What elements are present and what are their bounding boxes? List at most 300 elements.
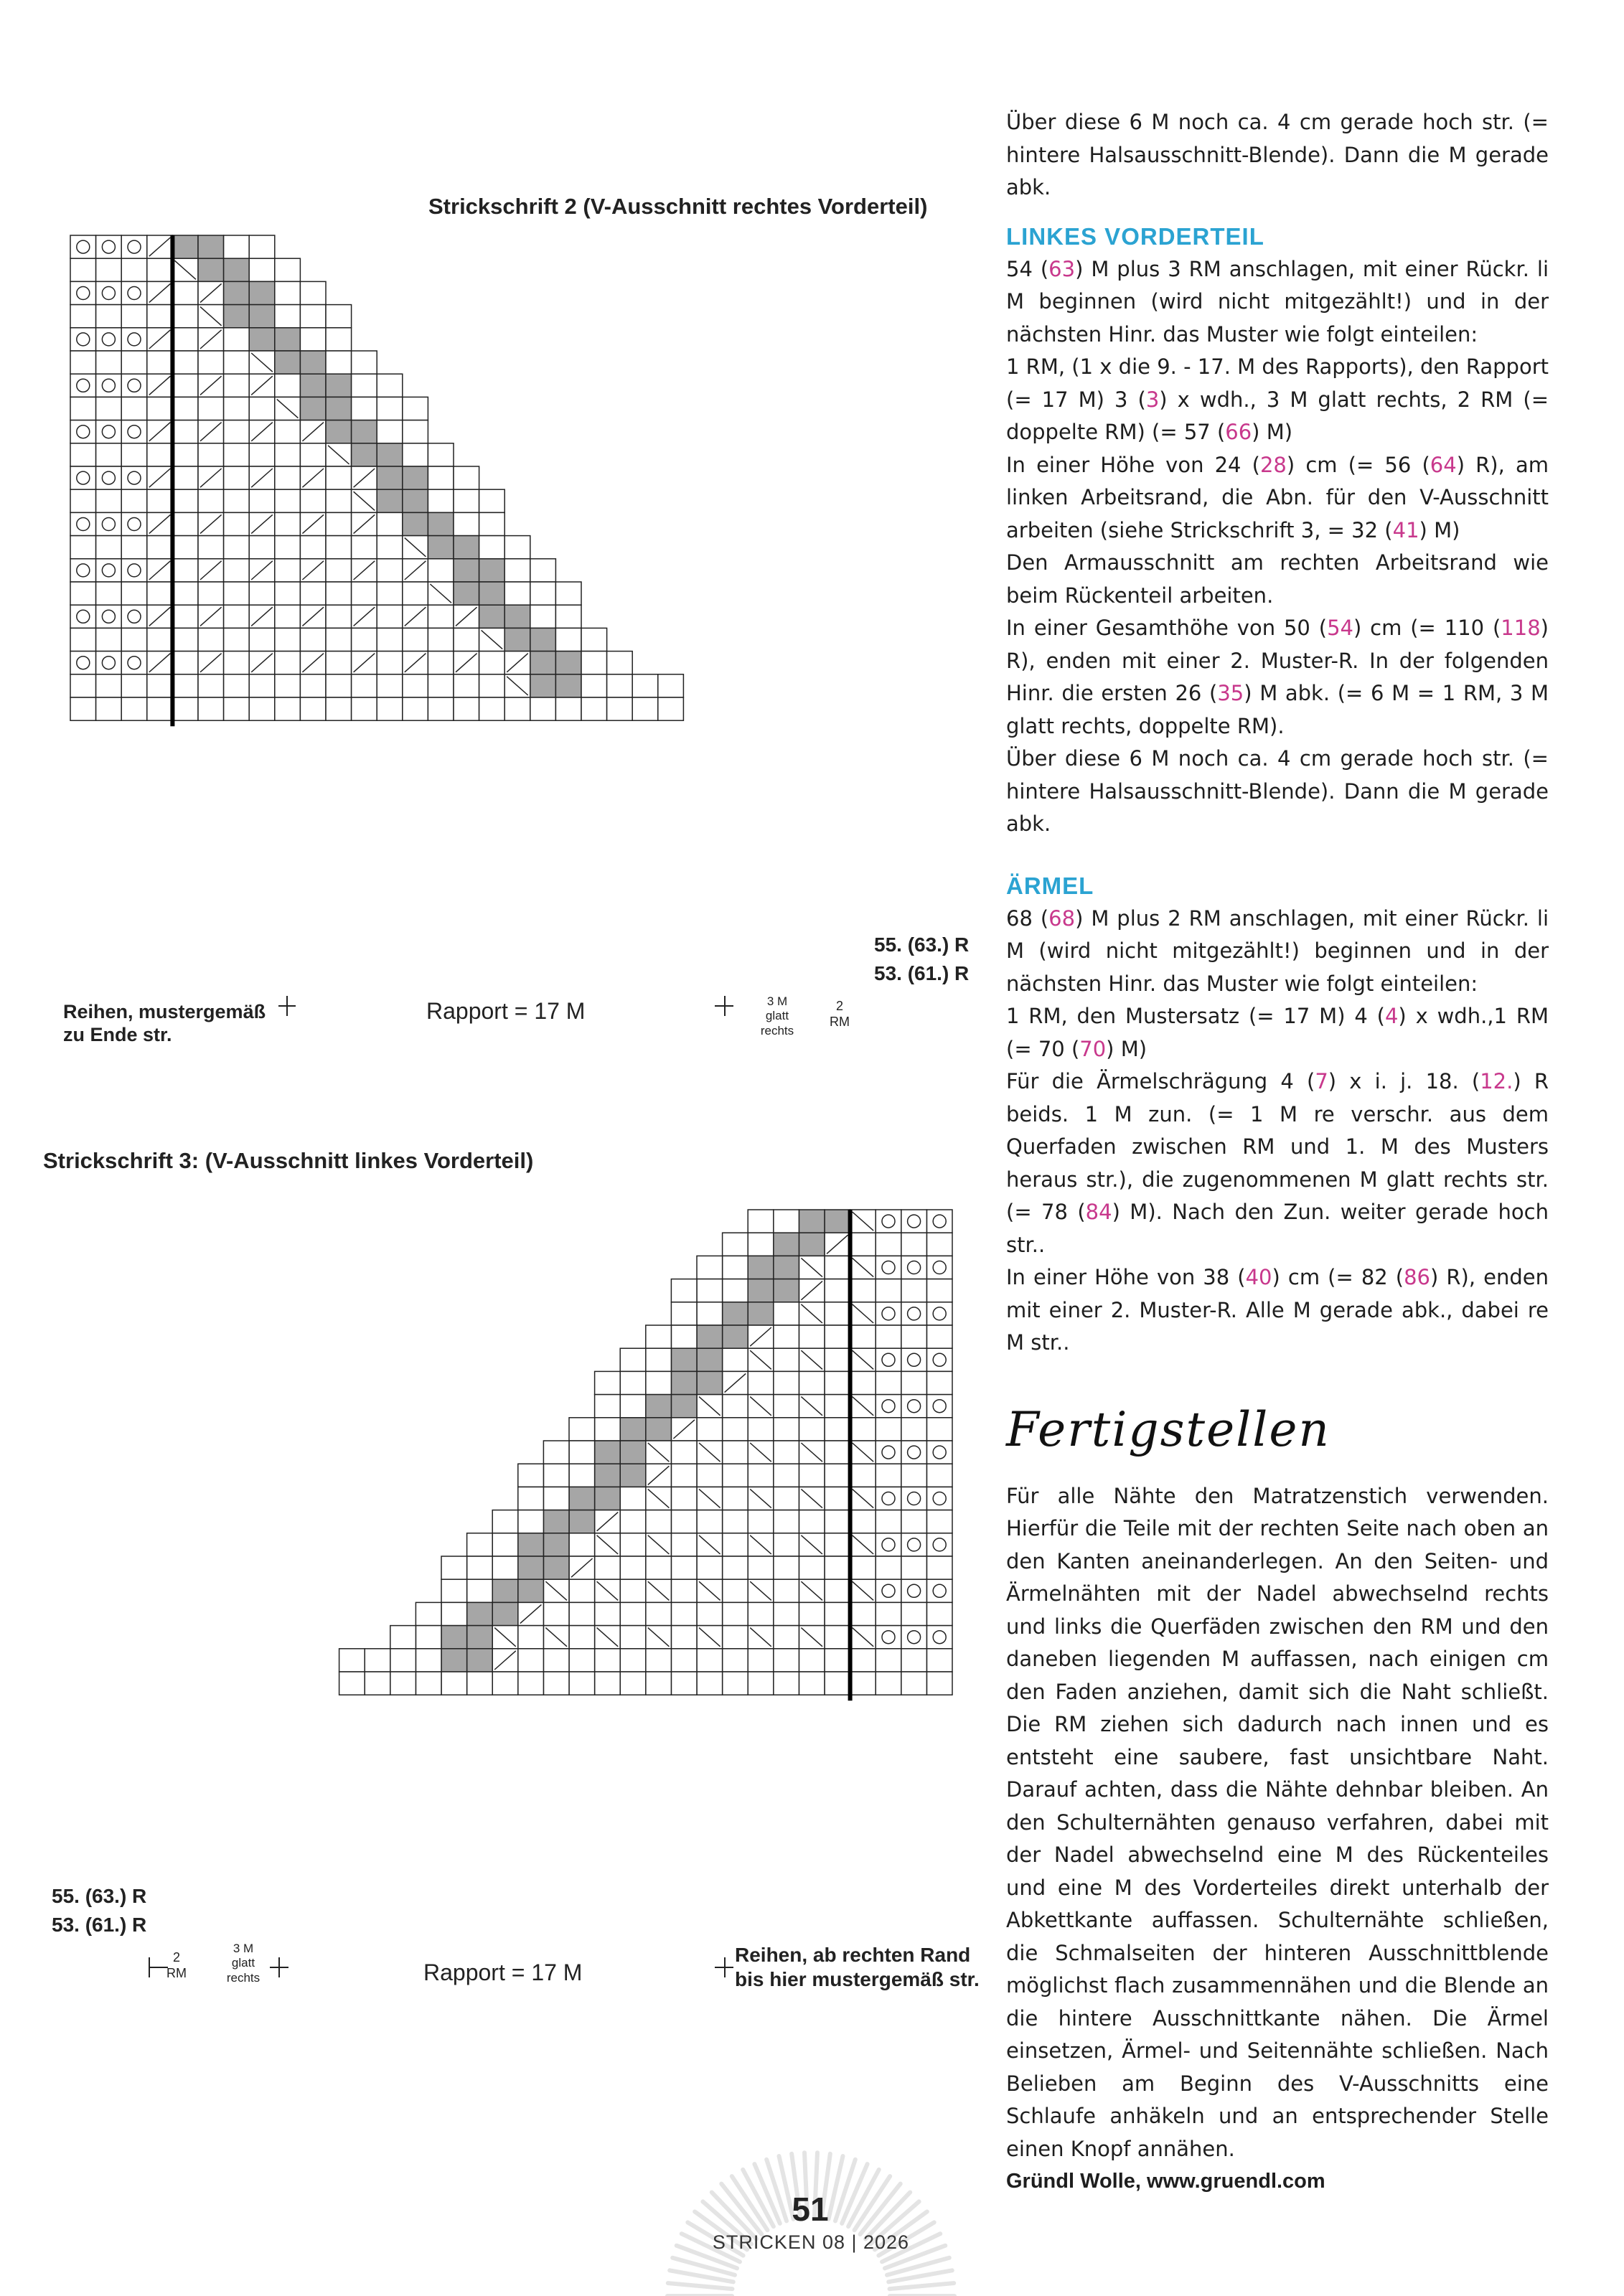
chart2-cell <box>275 466 301 489</box>
chart2-title: Strickschrift 2 (V-Ausschnitt rechtes Vorderteil) <box>428 194 928 219</box>
chart3-cell <box>825 1626 850 1649</box>
chart3-grey-cell <box>646 1395 672 1418</box>
chart2-cell <box>70 443 96 466</box>
chart3-grey-cell <box>620 1441 646 1464</box>
chart3-cell <box>901 1210 927 1233</box>
chart2-cell <box>403 443 428 466</box>
chart3-cell <box>620 1487 646 1510</box>
chart2-grey-cell <box>224 258 250 281</box>
chart3-cell <box>901 1602 927 1625</box>
chart3-cell <box>901 1279 927 1302</box>
chart2-cell <box>249 536 275 559</box>
chart2-cell <box>454 466 479 489</box>
chart2-cell <box>96 281 122 304</box>
left-front-p5 <box>1006 612 1549 743</box>
chart3-cell <box>799 1325 825 1348</box>
chart2-cell <box>121 697 147 720</box>
chart2-cell <box>224 605 250 628</box>
chart2-cell <box>275 605 301 628</box>
chart3-grey-cell <box>646 1418 672 1441</box>
chart3-cell <box>620 1626 646 1649</box>
size-value: 84 <box>1085 1200 1112 1224</box>
chart3-cell <box>723 1418 748 1441</box>
text: In einer Gesamthöhe von 50 ( <box>1006 616 1328 640</box>
chart2-cell <box>70 305 96 328</box>
chart3-cell <box>876 1371 901 1394</box>
chart2-grey-cell <box>275 351 301 374</box>
chart3-cell <box>671 1441 697 1464</box>
chart3-cell <box>825 1418 850 1441</box>
chart3-cell <box>646 1649 672 1672</box>
chart2-cell <box>300 281 326 304</box>
chart2-cell <box>96 559 122 582</box>
chart3-cell <box>774 1579 799 1602</box>
chart3-cell <box>723 1672 748 1695</box>
chart2-cell <box>326 489 352 512</box>
chart2-cell <box>581 697 607 720</box>
chart3-cell <box>926 1441 952 1464</box>
text: ) R beids. 1 M zun. (= 1 M re verschr. aus dem Querfaden zwischen RM und 1. M des Musters heraus str.), die zugenommenen M glatt rechts str. (= 78 ( <box>1006 1069 1549 1224</box>
chart3-cell <box>901 1649 927 1672</box>
chart2-grey-cell <box>198 258 224 281</box>
chart2-grey-cell <box>454 536 479 559</box>
chart3-grey-cell <box>671 1395 697 1418</box>
chart2-rows-note: Reihen, mustergemäß zu Ende str. <box>63 1001 266 1046</box>
chart3-cell <box>774 1672 799 1695</box>
chart3-cell <box>697 1602 723 1625</box>
chart3-grey-cell <box>697 1325 723 1348</box>
chart2-cell <box>224 397 250 420</box>
left-front-heading: LINKES VORDERTEIL <box>1006 222 1264 250</box>
chart3-grey-cell <box>441 1649 467 1672</box>
chart3-cell <box>850 1672 876 1695</box>
chart2-cell <box>504 697 530 720</box>
chart2-cell <box>224 489 250 512</box>
chart3-cell <box>850 1371 876 1394</box>
chart2-cell <box>70 512 96 535</box>
chart2-cell <box>224 420 250 443</box>
chart2-cell <box>249 235 275 258</box>
size-value: 35 <box>1217 681 1244 705</box>
chart2-cell <box>147 582 173 605</box>
chart2-grey-cell <box>479 559 505 582</box>
chart3-cell <box>390 1672 416 1695</box>
chart2-cell <box>300 697 326 720</box>
chart3-cell <box>926 1279 952 1302</box>
chart3-cell <box>926 1348 952 1371</box>
chart2-cell <box>581 674 607 697</box>
chart3-cell <box>926 1602 952 1625</box>
chart2-cell <box>352 374 377 397</box>
chart3-cell <box>723 1464 748 1487</box>
chart2-cell <box>479 489 505 512</box>
chart3-grey-cell <box>774 1233 799 1256</box>
chart2-cell <box>147 536 173 559</box>
chart2-cell <box>555 697 581 720</box>
chart2-cell <box>198 674 224 697</box>
chart2-cell <box>172 674 198 697</box>
chart2-cell <box>326 582 352 605</box>
chart3-cell <box>723 1348 748 1371</box>
chart2-cell <box>121 281 147 304</box>
chart3-cell <box>748 1510 774 1533</box>
chart2-cell <box>300 328 326 351</box>
chart2-grey-cell <box>377 466 403 489</box>
chart3-cell <box>620 1348 646 1371</box>
chart3-cell <box>926 1510 952 1533</box>
chart3-cell <box>774 1418 799 1441</box>
chart2-cell <box>172 605 198 628</box>
text: 1 RM, (1 x die 9. - 17. M des Rapports), den Rapport (= 17 M) 3 ( <box>1006 354 1549 412</box>
chart2-cell <box>70 351 96 374</box>
chart3-cell <box>876 1649 901 1672</box>
chart3-cell <box>799 1649 825 1672</box>
chart3-cell <box>774 1348 799 1371</box>
chart2-cell <box>147 489 173 512</box>
chart2-cell <box>581 651 607 674</box>
chart2-cell <box>121 351 147 374</box>
chart2-cell <box>96 582 122 605</box>
chart3-cell <box>620 1371 646 1394</box>
size-value: 86 <box>1404 1265 1431 1289</box>
chart2-cell <box>224 628 250 651</box>
chart3-cell <box>774 1441 799 1464</box>
chart2-cell <box>172 374 198 397</box>
chart2-cell <box>96 235 122 258</box>
chart3-cell <box>926 1395 952 1418</box>
chart2-cell <box>352 697 377 720</box>
chart3-cell <box>825 1371 850 1394</box>
chart2-cell <box>70 605 96 628</box>
chart2-cell <box>403 628 428 651</box>
chart2-cell <box>326 628 352 651</box>
chart3-cell <box>825 1533 850 1556</box>
chart2-cell <box>275 281 301 304</box>
chart2-cell <box>454 674 479 697</box>
chart3-cell <box>850 1602 876 1625</box>
text: 68 ( <box>1006 905 1049 931</box>
chart3-cell <box>518 1487 544 1510</box>
text: ) M plus 2 RM anschlagen, mit einer Rückr. li M (wird nicht mitgezählt!) beginnen und in der nächsten Hinr. das Muster wie folgt einteilen: <box>1006 905 1549 996</box>
chart2-cell <box>352 628 377 651</box>
chart3-cell <box>620 1395 646 1418</box>
chart2-cell <box>172 305 198 328</box>
chart2-grey-cell <box>403 512 428 535</box>
chart2-grey-cell <box>530 651 556 674</box>
chart3-cell <box>723 1487 748 1510</box>
chart3-cell <box>748 1649 774 1672</box>
chart3-cell <box>518 1510 544 1533</box>
chart3-cell <box>901 1256 927 1279</box>
chart2-cell <box>96 351 122 374</box>
chart3-cell <box>901 1510 927 1533</box>
chart2-cell <box>530 559 556 582</box>
chart3-grey-cell <box>723 1302 748 1325</box>
chart3-cell <box>774 1302 799 1325</box>
chart2-cell <box>147 397 173 420</box>
sleeve-p2 <box>1006 1000 1549 1065</box>
size-value: 118 <box>1501 616 1541 640</box>
chart2-cell <box>121 374 147 397</box>
chart2-cell <box>479 697 505 720</box>
chart2-cell <box>275 443 301 466</box>
chart3-cell <box>799 1556 825 1579</box>
chart2-cell <box>377 628 403 651</box>
chart3-cell <box>748 1602 774 1625</box>
chart3-cell <box>901 1556 927 1579</box>
chart3-cell <box>543 1602 569 1625</box>
chart2-cell <box>121 489 147 512</box>
chart3-cell <box>926 1487 952 1510</box>
chart3-grey-cell <box>697 1371 723 1394</box>
chart3-cell <box>723 1556 748 1579</box>
left-front-p3 <box>1006 449 1549 547</box>
chart2-cell <box>632 674 658 697</box>
chart2-cell <box>326 697 352 720</box>
chart3-cell <box>543 1464 569 1487</box>
chart3-cell <box>825 1348 850 1371</box>
chart3-cell <box>926 1672 952 1695</box>
text: In einer Höhe von 24 ( <box>1006 452 1260 477</box>
chart3-cell <box>825 1487 850 1510</box>
chart2-cell <box>96 420 122 443</box>
chart3-cell <box>901 1533 927 1556</box>
chart2-cell <box>198 489 224 512</box>
chart3-cell <box>646 1602 672 1625</box>
chart2-cell <box>121 512 147 535</box>
chart2-cell <box>70 582 96 605</box>
chart2-cell <box>121 605 147 628</box>
text: ) cm (= 110 ( <box>1353 616 1501 640</box>
chart3-cell <box>339 1672 365 1695</box>
chart2-cell <box>275 258 301 281</box>
chart3-cell <box>850 1464 876 1487</box>
chart2-grey-cell <box>326 374 352 397</box>
chart3-cell <box>926 1579 952 1602</box>
chart3-cell <box>569 1649 595 1672</box>
chart3-cell <box>876 1533 901 1556</box>
chart3-row-label-53: 53. (61.) R <box>52 1914 147 1936</box>
chart2-grey-cell <box>530 628 556 651</box>
chart3-cell <box>901 1672 927 1695</box>
chart2-cell <box>326 328 352 351</box>
chart3-cell <box>774 1487 799 1510</box>
chart3-cell <box>723 1395 748 1418</box>
chart3-cell <box>850 1649 876 1672</box>
chart2-grey-cell <box>249 281 275 304</box>
chart3-cell <box>671 1602 697 1625</box>
chart2-cell <box>172 628 198 651</box>
text: ) R), am linken Arbeitsrand, die Abn. für den V-Ausschnitt arbeiten (siehe Strickschrift 3, = 32 ( <box>1006 452 1549 542</box>
chart2-cell <box>70 258 96 281</box>
chart3-cell <box>825 1325 850 1348</box>
chart3-cell <box>799 1464 825 1487</box>
text: ) M plus 3 RM anschlagen, mit einer Rückr. li M beginnen (wird nicht mitgezählt!) und in der nächsten Hinr. das Muster wie folgt einteilen: <box>1006 256 1549 347</box>
chart3-cell <box>825 1464 850 1487</box>
chart2-cell <box>454 697 479 720</box>
page-number: 51 <box>792 2191 829 2228</box>
chart3-cell <box>518 1464 544 1487</box>
chart3-grey-cell <box>543 1533 569 1556</box>
chart3-cell <box>390 1626 416 1649</box>
chart2-cell <box>326 351 352 374</box>
chart3-cell <box>723 1441 748 1464</box>
chart2-cell <box>428 466 454 489</box>
size-value: 41 <box>1392 517 1419 542</box>
chart2-cell <box>96 697 122 720</box>
size-value: 3 <box>1145 387 1160 412</box>
chart3-cell <box>595 1556 621 1579</box>
chart2-cell <box>530 697 556 720</box>
chart3-cell <box>825 1395 850 1418</box>
chart3-cell <box>850 1233 876 1256</box>
chart3-grey-cell <box>671 1348 697 1371</box>
chart2-cell <box>249 258 275 281</box>
chart3-cell <box>441 1602 467 1625</box>
chart3-cell <box>825 1579 850 1602</box>
chart3-cell <box>926 1626 952 1649</box>
chart2-cell <box>172 420 198 443</box>
chart2-cell <box>198 697 224 720</box>
chart3-cell <box>774 1626 799 1649</box>
chart2-cell <box>70 397 96 420</box>
chart2-cell <box>300 582 326 605</box>
chart3-cell <box>825 1441 850 1464</box>
chart3-cell <box>518 1672 544 1695</box>
chart2-cell <box>70 697 96 720</box>
chart2-cell <box>555 582 581 605</box>
chart3-cell <box>646 1672 672 1695</box>
chart2-cell <box>121 628 147 651</box>
chart2-cell <box>198 397 224 420</box>
chart3-cell <box>697 1464 723 1487</box>
chart2-cell <box>377 582 403 605</box>
chart3-cell <box>774 1464 799 1487</box>
chart2-cell <box>224 651 250 674</box>
chart3-cell <box>901 1464 927 1487</box>
chart3-cell <box>569 1602 595 1625</box>
chart2-cell <box>121 443 147 466</box>
chart2-grey-cell <box>555 651 581 674</box>
chart3-cell <box>595 1371 621 1394</box>
chart3-cell <box>901 1371 927 1394</box>
chart2-grey-cell <box>300 374 326 397</box>
chart3-cell <box>876 1556 901 1579</box>
chart3-cell <box>467 1672 493 1695</box>
chart2-grey-cell <box>504 605 530 628</box>
chart3-rows-note: Reihen, ab rechten Rand bis hier mustergemäß str. <box>735 1944 980 1990</box>
chart3-cell <box>646 1556 672 1579</box>
chart2-cell <box>275 305 301 328</box>
chart3-cell <box>467 1579 493 1602</box>
chart3-cell <box>774 1371 799 1394</box>
chart2-cell <box>70 559 96 582</box>
size-value: 70 <box>1079 1036 1107 1061</box>
chart2-cell <box>326 674 352 697</box>
chart3-cell <box>876 1210 901 1233</box>
chart3-cell <box>416 1672 441 1695</box>
chart2-cell <box>403 397 428 420</box>
chart3-cell <box>876 1348 901 1371</box>
magazine-issue: STRICKEN 08 | 2026 <box>712 2231 910 2253</box>
chart2-cell <box>326 651 352 674</box>
chart2-cell <box>479 651 505 674</box>
chart2-cell <box>172 512 198 535</box>
chart2-cell <box>300 443 326 466</box>
sleeve-p3 <box>1006 1065 1549 1261</box>
chart2-cell <box>249 628 275 651</box>
chart3-cell <box>825 1602 850 1625</box>
finish-heading: Fertigstellen <box>1006 1401 1330 1457</box>
chart2-cell <box>172 536 198 559</box>
chart2-cell <box>224 235 250 258</box>
chart2-cell <box>70 628 96 651</box>
chart2-cell <box>377 559 403 582</box>
chart3-cell <box>595 1395 621 1418</box>
chart2-grey-cell <box>454 582 479 605</box>
chart2-grey-cell <box>479 605 505 628</box>
chart2-cell <box>147 305 173 328</box>
chart3-cell <box>671 1556 697 1579</box>
chart2-cell <box>70 328 96 351</box>
size-value: 4 <box>1384 1004 1399 1028</box>
chart2-cell <box>658 697 684 720</box>
text: ) x wdh.,1 RM (= 70 ( <box>1006 1004 1549 1061</box>
chart3-grey-cell <box>543 1556 569 1579</box>
chart3-cell <box>697 1556 723 1579</box>
chart2-cell <box>275 628 301 651</box>
chart2-cell <box>377 374 403 397</box>
chart3-cell <box>748 1233 774 1256</box>
chart3-cell <box>543 1487 569 1510</box>
chart3-grey-cell <box>774 1279 799 1302</box>
chart3-cell <box>825 1649 850 1672</box>
chart3-cell <box>876 1279 901 1302</box>
chart2-cell <box>96 651 122 674</box>
chart3-rm-label: 2 RM <box>166 1950 187 1980</box>
chart3-cell <box>595 1649 621 1672</box>
chart2-cell <box>352 582 377 605</box>
chart3-grey-cell <box>697 1348 723 1371</box>
chart2-grey-cell <box>326 397 352 420</box>
finish-text: Für alle Nähte den Matratzenstich verwenden. Hierfür die Teile mit der rechten Seite nach oben an den Kanten aneinanderlegen. An den Seiten- und Ärmelnähten mit der Nadel abwechselnd rechts und links die Querfäden zwischen den RM und den daneben liegenden M auffassen, nach einigen cm den Faden anziehen, damit sich die Naht schließt. Die RM ziehen sich dadurch nach innen und es entsteht eine saubere, fast unsichtbare Naht. Darauf achten, dass die Nähte dehnbar bleiben. An den Schulternähten genauso verfahren, dabei mit der Nadel abwechselnd eine M des Rückenteiles und eine M des Vorderteiles direkt unterhalb der Abkettkante auffassen. Schulternähte schließen, die Schmalseiten der hinteren Ausschnittblende möglichst flach zusammennähen und die Blende an die hintere Ausschnittkante nähen. Die Ärmel einsetzen, Ärmel- und Seitennähte schließen. Nach Belieben am Beginn des V-Ausschnitts eine Schlaufe anhäkeln und an entsprechender Stelle einen Knopf annähen. <box>1006 1483 1549 2161</box>
chart3-cell <box>876 1510 901 1533</box>
chart2-cell <box>581 628 607 651</box>
chart3-rapport: Rapport = 17 M <box>423 1959 583 1985</box>
text: ) cm (= 82 ( <box>1272 1265 1404 1289</box>
chart2-cell <box>300 674 326 697</box>
chart3-grey-cell <box>467 1602 493 1625</box>
chart3-cell <box>339 1649 365 1672</box>
chart3-cell <box>671 1487 697 1510</box>
text: 1 RM, den Mustersatz (= 17 M) 4 ( <box>1006 1004 1385 1028</box>
chart3-cell <box>697 1649 723 1672</box>
chart3-grey-cell <box>799 1210 825 1233</box>
chart2-cell <box>403 420 428 443</box>
chart3-cell <box>365 1672 390 1695</box>
chart2-cell <box>352 351 377 374</box>
left-front-p1 <box>1006 253 1549 352</box>
chart2-cell <box>428 697 454 720</box>
chart2-cell <box>428 443 454 466</box>
chart2-cell <box>121 536 147 559</box>
chart3-grey-cell <box>543 1510 569 1533</box>
chart3-cell <box>697 1672 723 1695</box>
chart3-cell <box>825 1556 850 1579</box>
chart2-row-label-53: 53. (61.) R <box>874 962 970 984</box>
chart2-cell <box>147 674 173 697</box>
chart2-rapport: Rapport = 17 M <box>426 998 586 1024</box>
